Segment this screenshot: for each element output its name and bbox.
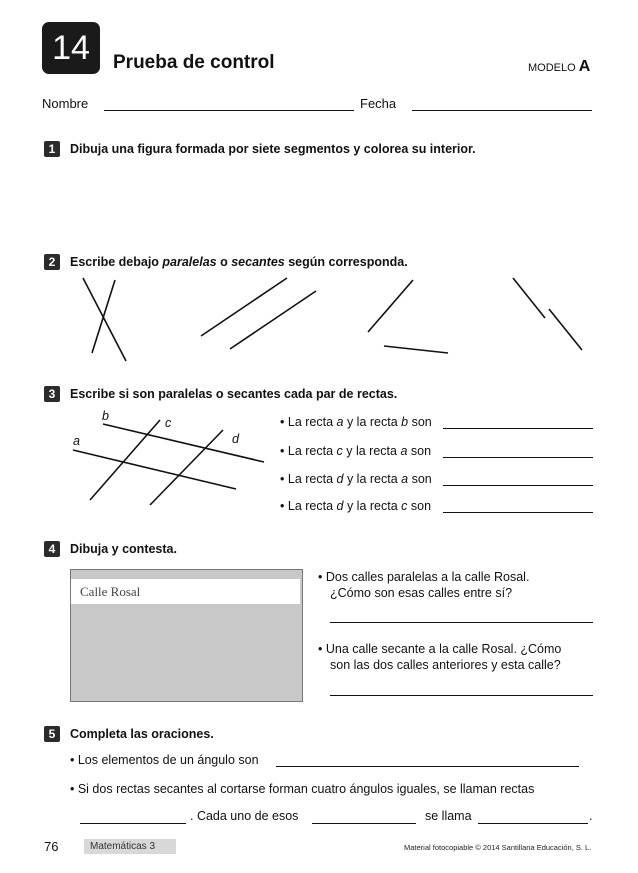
q3-answer-3[interactable] <box>443 485 593 486</box>
page-title: Prueba de control <box>113 52 275 73</box>
q4-item-1-line-2: ¿Cómo son esas calles entre sí? <box>330 586 513 600</box>
question-1-number: 1 <box>44 141 60 157</box>
q2-fig4-line-1 <box>513 278 545 318</box>
q5-answer-nombre[interactable] <box>478 823 588 824</box>
q3-item-4-var1: d <box>336 499 344 513</box>
question-4-text: Dibuja y contesta. <box>70 542 177 556</box>
q3-item-3 <box>280 472 432 486</box>
question-3-number: 3 <box>44 386 60 402</box>
q5-line-3-mid: . Cada uno de esos <box>190 809 299 823</box>
q3-item-4-pre: La recta <box>284 499 337 513</box>
q3-item-4-mid: y la recta <box>343 499 402 513</box>
modelo-value: A <box>578 58 591 75</box>
book-title: Matemáticas 3 <box>84 839 176 854</box>
q3-line-d <box>150 430 223 505</box>
q2-fig1-line-2 <box>92 280 115 353</box>
bullet: • <box>280 444 285 458</box>
q3-item-2-pre: La recta <box>284 444 337 458</box>
q3-item-4-post: son <box>407 499 432 513</box>
q3-item-2-var1: c <box>336 444 343 458</box>
q3-item-1-mid: y la recta <box>343 415 402 429</box>
bullet: • <box>280 472 285 486</box>
q2-fig4-line-2 <box>549 309 582 350</box>
q3-item-2 <box>280 444 431 458</box>
page-number: 76 <box>44 839 59 854</box>
question-3-text: Escribe si son paralelas o secantes cada par de rectas. <box>70 387 398 401</box>
q3-item-1-post: son <box>408 415 432 429</box>
q3-item-3-var1: d <box>336 472 344 486</box>
q3-item-2-var2: a <box>400 444 408 458</box>
q5-line-2: • Si dos rectas secantes al cortarse forman cuatro ángulos iguales, se llaman rectas <box>70 782 535 796</box>
q2-text-mid: o <box>216 255 232 269</box>
nombre-label: Nombre <box>42 96 89 111</box>
copyright-notice: Material fotocopiable © 2014 Santillana Educación, S. L. <box>404 843 592 852</box>
q4-answer-2[interactable] <box>330 695 593 696</box>
q3-label-c: c <box>165 416 172 430</box>
q4-item-1-line-1: • Dos calles paralelas a la calle Rosal. <box>318 570 530 584</box>
q3-answer-2[interactable] <box>443 457 593 458</box>
fecha-label: Fecha <box>360 96 397 111</box>
q5-answer-rectas[interactable] <box>80 823 186 824</box>
q2-word-paralelas: paralelas <box>162 255 217 269</box>
q2-fig2-line-1 <box>201 278 287 336</box>
unit-number-badge: 14 <box>42 22 100 74</box>
q3-label-d: d <box>232 432 239 446</box>
q2-word-secantes: secantes <box>231 255 285 269</box>
q4-item-2-line-2: son las dos calles anteriores y esta calle? <box>330 658 561 672</box>
question-1-text: Dibuja una figura formada por siete segmentos y colorea su interior. <box>70 142 476 156</box>
q3-label-b: b <box>102 409 109 423</box>
q2-fig2-line-2 <box>230 291 316 349</box>
q3-item-1-var2: b <box>401 415 409 429</box>
q3-answer-4[interactable] <box>443 512 593 513</box>
q5-answer-angulos[interactable] <box>312 823 416 824</box>
q5-line-1: • Los elementos de un ángulo son <box>70 753 259 767</box>
q3-item-3-var2: a <box>401 472 409 486</box>
q5-answer-angle-elements[interactable] <box>276 766 579 767</box>
q3-item-3-post: son <box>408 472 432 486</box>
q3-item-3-pre: La recta <box>284 472 337 486</box>
bullet: • <box>280 415 285 429</box>
q3-item-3-mid: y la recta <box>343 472 402 486</box>
question-5-number: 5 <box>44 726 60 742</box>
q3-label-a: a <box>73 434 80 448</box>
q3-line-b <box>103 424 264 462</box>
q3-item-2-post: son <box>407 444 432 458</box>
bullet: • <box>280 499 285 513</box>
q2-fig3-line-1 <box>368 280 413 332</box>
q3-item-2-mid: y la recta <box>342 444 401 458</box>
q3-line-a <box>73 450 236 489</box>
q4-item-2-line-1: • Una calle secante a la calle Rosal. ¿Cómo <box>318 642 562 656</box>
q4-answer-1[interactable] <box>330 622 593 623</box>
q3-item-4-var2: c <box>401 499 408 513</box>
q2-fig3-line-2 <box>384 346 448 353</box>
q3-line-c <box>90 420 160 500</box>
q3-answer-1[interactable] <box>443 428 593 429</box>
q3-item-1-pre: La recta <box>284 415 337 429</box>
q3-item-1-var1: a <box>336 415 344 429</box>
q3-item-1 <box>280 415 432 429</box>
question-5-text: Completa las oraciones. <box>70 727 214 741</box>
q5-line-3-end: se llama <box>425 809 472 823</box>
modelo-label: MODELO <box>528 62 576 74</box>
q2-fig1-line-1 <box>83 278 126 361</box>
street-label: Calle Rosal <box>80 584 141 599</box>
q5-line-3-dot: . <box>589 809 593 823</box>
question-4-number: 4 <box>44 541 60 557</box>
q3-item-4 <box>280 499 431 513</box>
question-2-number: 2 <box>44 254 60 270</box>
q2-text-before: Escribe debajo <box>70 255 163 269</box>
q2-text-after: según corresponda. <box>284 255 408 269</box>
